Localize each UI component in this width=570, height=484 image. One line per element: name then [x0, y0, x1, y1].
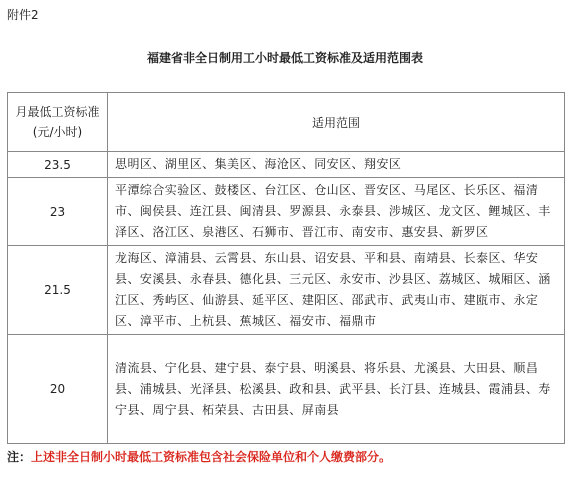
table-header-row — [8, 93, 565, 152]
table-row — [8, 178, 565, 246]
wage-standard-table — [7, 92, 565, 444]
footnote-text: 上述非全日制小时最低工资标准包含社会保险单位和个人缴费部分。 — [31, 450, 392, 464]
standard-cell: 21.5 — [8, 246, 108, 335]
document-title: 福建省非全日制用工小时最低工资标准及适用范围表 — [146, 51, 423, 65]
header-standard — [8, 93, 108, 152]
standard-cell: 23 — [8, 178, 108, 246]
table-row — [8, 246, 565, 335]
scope-cell: 清流县、宁化县、建宁县、泰宁县、明溪县、将乐县、尤溪县、大田县、顺昌县、浦城县、光泽县、松溪县、政和县、武平县、长汀县、连城县、霞浦县、寿宁县、周宁县、柘荣县、古田县、屏南县 — [108, 335, 565, 444]
table-row — [8, 152, 565, 178]
footnote — [7, 449, 391, 465]
scope-cell: 平潭综合实验区、鼓楼区、台江区、仓山区、晋安区、马尾区、长乐区、福清市、闽侯县、连江县、闽清县、罗源县、永泰县、涉城区、龙文区、鲤城区、丰泽区、洛江区、泉港区、石狮市、晋江市、南安市、惠安县、新罗区 — [108, 178, 565, 246]
header-standard-line2: (元/小时) — [32, 125, 83, 139]
scope-cell: 龙海区、漳浦县、云霄县、东山县、诏安县、平和县、南靖县、长泰区、华安县、安溪县、永春县、德化县、三元区、永安市、沙县区、荔城区、城厢区、涵江区、秀屿区、仙游县、延平区、建阳区、邵武市、武夷山市、建瓯市、永定区、漳平市、上杭县、蕉城区、福安市、福鼎市 — [108, 246, 565, 335]
standard-cell: 23.5 — [8, 152, 108, 178]
footnote-label: 注： — [7, 450, 32, 464]
header-scope: 适用范围 — [108, 93, 565, 152]
standard-cell: 20 — [8, 335, 108, 444]
header-standard-line1: 月最低工资标准 — [15, 105, 100, 119]
attachment-label: 附件2 — [7, 8, 39, 22]
table-row — [8, 335, 565, 444]
scope-cell: 思明区、湖里区、集美区、海沧区、同安区、翔安区 — [108, 152, 565, 178]
